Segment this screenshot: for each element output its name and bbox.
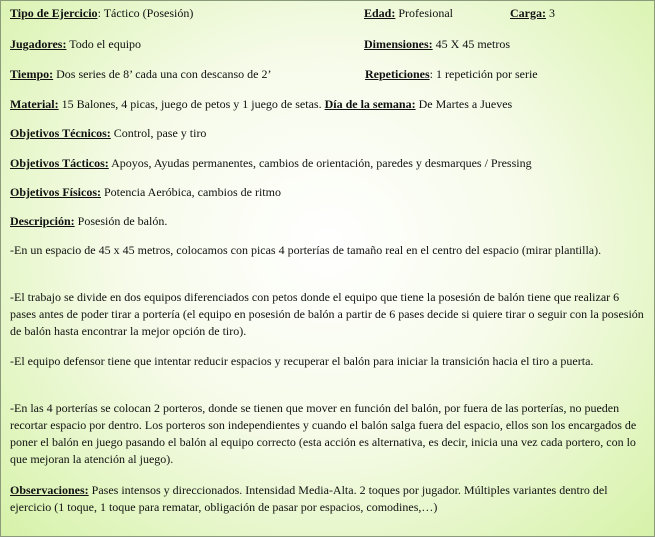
- repeticiones-sep: :: [429, 67, 433, 81]
- carga-label: Carga:: [510, 6, 546, 20]
- tiempo-value: Dos series de 8’ cada una con descanso de 2’: [53, 67, 272, 81]
- carga-value: 3: [546, 6, 555, 20]
- row-descripcion: [10, 213, 646, 230]
- material-label: Material:: [10, 97, 59, 111]
- row-jugadores-dimensiones: [10, 36, 646, 53]
- row-tipo-edad-carga: [10, 5, 646, 22]
- edad-value: Profesional: [395, 6, 454, 20]
- row-objetivos-tacticos: [10, 155, 646, 172]
- row-tiempo-repeticiones: [10, 66, 646, 83]
- description-paragraph-1: -En un espacio de 45 x 45 metros, colocamos con picas 4 porterías de tamaño real en el centro del espacio (mirar plantilla).: [10, 243, 602, 257]
- dimensiones-label: Dimensiones:: [364, 37, 433, 51]
- descripcion-value: Posesión de balón.: [74, 214, 168, 228]
- tiempo-label: Tiempo:: [10, 67, 54, 81]
- repeticiones-label: Repeticiones: [365, 67, 430, 81]
- description-paragraph-3: -El equipo defensor tiene que intentar reducir espacios y recuperar el balón para iniciar la transición hacia el tiro a puerta.: [10, 354, 594, 368]
- obj-tacticos-value: Apoyos, Ayudas permanentes, cambios de orientación, paredes y desmarques / Pressing: [108, 156, 532, 170]
- row-objetivos-fisicos: [10, 184, 646, 201]
- tipo-value: Táctico (Posesión): [100, 6, 194, 20]
- obj-tecnicos-value: Control, pase y tiro: [110, 126, 207, 140]
- dimensiones-value: 45 X 45 metros: [432, 37, 510, 51]
- edad-label: Edad:: [364, 6, 396, 20]
- row-material-dia: [10, 96, 646, 113]
- row-observaciones: [10, 482, 646, 516]
- dia-value: De Martes a Jueves: [415, 97, 513, 111]
- description-paragraph-2: -El trabajo se divide en dos equipos diferenciados con petos donde el equipo que tiene la posesión de balón tiene que realizar 6 pases antes de poder tirar a portería (el equipo en posesión de balón a partir de 6 pases decide si quiere tirar o seguir con la posesión de balón hasta encontrar la mejor opción de tiro).: [10, 290, 644, 338]
- row-objetivos-tecnicos: [10, 125, 646, 142]
- tipo-sep: :: [97, 6, 101, 20]
- obj-tacticos-label: Objetivos Tácticos:: [10, 156, 109, 170]
- obj-fisicos-value: Potencia Aeróbica, cambios de ritmo: [101, 185, 281, 199]
- obj-fisicos-label: Objetivos Físicos:: [10, 185, 101, 199]
- material-value: 15 Balones, 4 picas, juego de petos y 1 juego de setas.: [58, 97, 325, 111]
- observaciones-value: Pases intensos y direccionados. Intensidad Media-Alta. 2 toques por jugador. Múltiples variantes dentro del ejercicio (1 toque, 1 toque para rematar, obligación de pasar por espacios, comodines,…): [10, 483, 608, 514]
- description-paragraph-4: -En las 4 porterías se colocan 2 porteros, donde se tienen que mover en función del balón, por fuera de las porterías, no pueden recortar espacio por dentro. Los porteros son independientes y cuando el balón salga fuera del espacio, ellos son los encargados de poner el balón en juego pasando el balón al equipo correcto (esta acción es alternativa, es decir, inicia una vez cada portero, con lo que mejoran la atención al juego).: [10, 401, 637, 466]
- jugadores-value: Todo el equipo: [66, 37, 142, 51]
- descripcion-label: Descripción:: [10, 214, 75, 228]
- observaciones-label: Observaciones:: [10, 483, 89, 497]
- repeticiones-value: 1 repetición por serie: [433, 67, 538, 81]
- dia-label: Día de la semana:: [324, 97, 416, 111]
- tipo-label: Tipo de Ejercicio: [10, 6, 98, 20]
- obj-tecnicos-label: Objetivos Técnicos:: [10, 126, 111, 140]
- jugadores-label: Jugadores:: [10, 37, 67, 51]
